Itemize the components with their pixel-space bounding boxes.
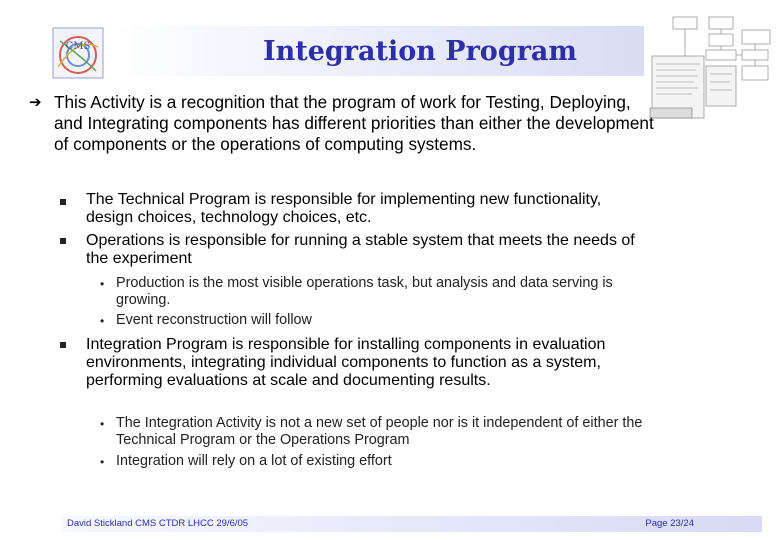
org-chart-thumbnail xyxy=(646,12,772,130)
sub-bullet-operations: Operations is responsible for running a stable system that meets the needs of the experiment xyxy=(86,232,635,267)
square-bullet-icon xyxy=(60,199,66,205)
sub-bullet-integration: Integration Program is responsible for installing components in evaluation environments, integrating individual components to function as a system, performing evaluations at scale and documenting results. xyxy=(86,336,606,389)
dot-bullet-icon: • xyxy=(100,314,105,328)
footer-author: David Stickland CMS CTDR LHCC 29/6/05 xyxy=(67,518,249,529)
point-production: Production is the most visible operations task, but analysis and data serving is growing. xyxy=(116,275,613,308)
page-title: Integration Program xyxy=(263,36,577,67)
page-number: Page 23/24 xyxy=(645,518,694,529)
arrow-icon: ➔ xyxy=(29,94,42,111)
point-integration-activity: The Integration Activity is not a new set of people nor is it independent of either the Technical Program or the Operations Program xyxy=(116,415,643,448)
sub-bullet-technical: The Technical Program is responsible for implementing new functionality, design choices, technology choices, etc. xyxy=(86,191,602,226)
square-bullet-icon xyxy=(60,238,66,244)
svg-text:CMS: CMS xyxy=(65,41,91,52)
point-existing-effort: Integration will rely on a lot of existing effort xyxy=(116,453,392,469)
point-reconstruction: Event reconstruction will follow xyxy=(116,312,312,328)
dot-bullet-icon: • xyxy=(100,277,105,291)
main-bullet-text: This Activity is a recognition that the program of work for Testing, Deploying, and Integrating components has different priorities than either the development of components or the operations of computing systems. xyxy=(54,92,654,154)
cms-logo xyxy=(52,27,104,79)
dot-bullet-icon: • xyxy=(100,455,105,469)
square-bullet-icon xyxy=(60,342,66,348)
dot-bullet-icon: • xyxy=(100,417,105,431)
